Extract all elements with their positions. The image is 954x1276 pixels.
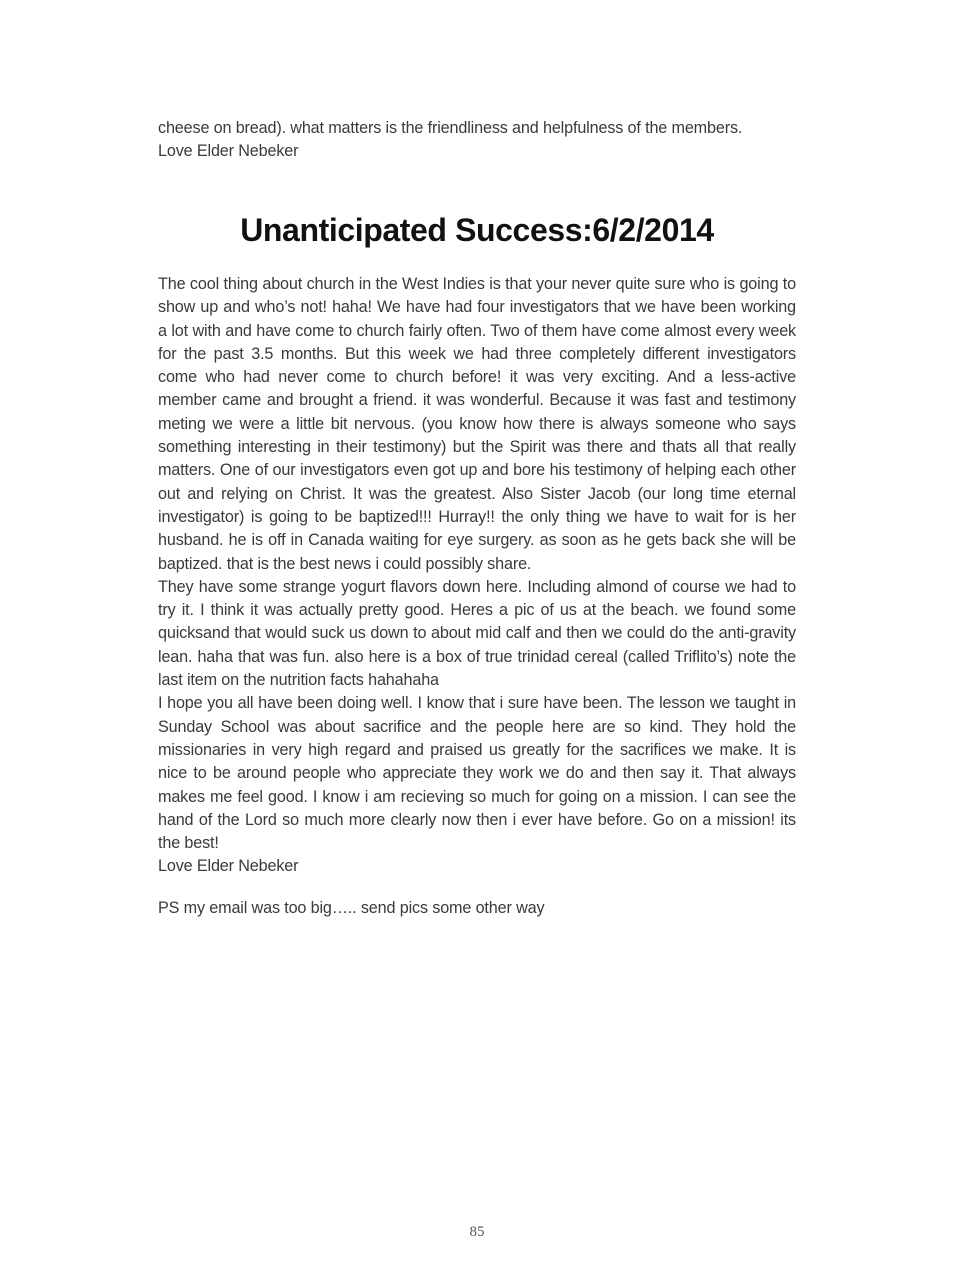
section-title: Unanticipated Success:6/2/2014 [240, 212, 714, 248]
article-signature: Love Elder Nebeker [158, 857, 299, 876]
body-paragraph: They have some strange yogurt flavors down here. Including almond of course we had to try it. I think it was actually pretty good. Heres a pic of us at the beach. we found some quicksand that would suck us down to about mid calf and then we could do the anti-gravity lean. haha that was fun. also here is a box of true trinidad cereal (called Triflito’s) note the last item on the nutrition facts hahahaha [158, 577, 796, 690]
page-number: 85 [469, 1224, 485, 1240]
body-paragraph: I hope you all have been doing well. I know that i sure have been. The lesson we taught in Sunday School was about sacrifice and the people here are so kind. They hold the missionaries in very high regard and praised us greatly for the sacrifices we make. It is nice to be around people who appreciate they work we do and then say it. That always makes me feel good. I know i am recieving so much for going on a mission. I can see the hand of the Lord so much more clearly now then i ever have before. Go on a mission! its the best! [158, 694, 796, 853]
body-paragraph: The cool thing about church in the West Indies is that your never quite sure who is going to show up and who’s not! haha! We have had four investigators that we have been working a lot with and have come to church fairly often. Two of them have come almost every week for the past 3.5 months. But this week we had three completely different investigators come who had never come to church before! it was very exciting. And a less-active member came and brought a friend. it was wonderful. Because it was fast and testimony meting we were a little bit nervous. (you know how there is always someone who says something interesting in their testimony) but the Spirit was there and thats all that really matters. One of our investigators even got up and bore his testimony of helping each other out and relying on Christ. It was the greatest. Also Sister Jacob (our long time eternal investigator) is going to be baptized!!! Hurray!! the only thing we have to wait for is her husband. he is off in Canada waiting for eye surgery. as soon as he gets back she will be baptized. that is the best news i could possibly share. [158, 275, 796, 573]
postscript: PS my email was too big….. send pics some other way [158, 899, 545, 917]
previous-section-ending [158, 117, 796, 164]
previous-closing-line: cheese on bread). what matters is the friendliness and helpfulness of the members. [158, 119, 743, 137]
previous-signature: Love Elder Nebeker [158, 142, 299, 161]
article-body [158, 273, 796, 879]
